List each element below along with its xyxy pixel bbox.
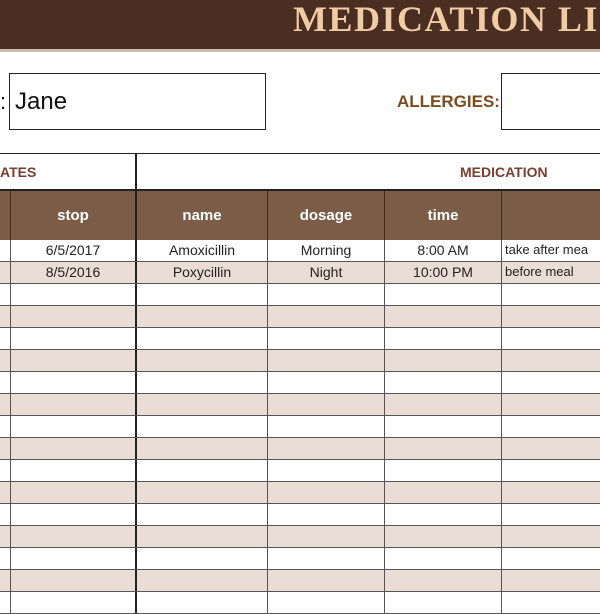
table-row: [0, 240, 600, 262]
cell-notes[interactable]: [502, 460, 600, 481]
cell-dosage[interactable]: [268, 328, 385, 349]
page-title: MEDICATION LI: [293, 0, 599, 39]
table-row: [0, 284, 600, 306]
cell-start[interactable]: [0, 482, 11, 503]
cell-dosage[interactable]: [268, 592, 385, 613]
name-label-colon: :: [0, 89, 7, 114]
cell-notes[interactable]: [502, 350, 600, 371]
column-header-time: time: [385, 191, 502, 240]
cell-name[interactable]: [137, 306, 268, 327]
section-dates-label: ATES: [0, 164, 37, 180]
table-row: [0, 592, 600, 614]
cell-dosage[interactable]: [268, 372, 385, 393]
cell-stop[interactable]: [11, 548, 137, 569]
cell-stop[interactable]: [11, 372, 137, 393]
cell-start[interactable]: [0, 570, 11, 591]
cell-dosage[interactable]: [268, 438, 385, 459]
cell-name[interactable]: Amoxicillin: [137, 240, 268, 261]
table-header-row: [0, 189, 600, 240]
cell-time[interactable]: [385, 372, 502, 393]
title-bar: [0, 0, 600, 52]
cell-time[interactable]: [385, 284, 502, 305]
section-divider: [135, 154, 137, 190]
cell-notes[interactable]: [502, 284, 600, 305]
cell-dosage[interactable]: [268, 548, 385, 569]
cell-start[interactable]: [0, 350, 11, 371]
allergies-label: ALLERGIES:: [397, 92, 500, 111]
cell-start[interactable]: [0, 262, 11, 283]
column-header-start: [0, 191, 11, 240]
cell-dosage[interactable]: [268, 460, 385, 481]
cell-time[interactable]: [385, 306, 502, 327]
cell-time[interactable]: [385, 570, 502, 591]
cell-name[interactable]: [137, 482, 268, 503]
cell-time[interactable]: [385, 504, 502, 525]
cell-name[interactable]: [137, 416, 268, 437]
cell-stop[interactable]: [11, 350, 137, 371]
cell-dosage[interactable]: Night: [268, 262, 385, 283]
cell-dosage[interactable]: [268, 526, 385, 547]
cell-time[interactable]: [385, 416, 502, 437]
table-row: [0, 262, 600, 284]
cell-dosage[interactable]: [268, 570, 385, 591]
table-row: [0, 526, 600, 548]
cell-time[interactable]: [385, 548, 502, 569]
cell-dosage[interactable]: [268, 306, 385, 327]
cell-name[interactable]: [137, 438, 268, 459]
section-medication-label: MEDICATION: [460, 164, 548, 180]
cell-stop[interactable]: [11, 306, 137, 327]
cell-stop[interactable]: [11, 394, 137, 415]
cell-stop[interactable]: [11, 460, 137, 481]
cell-stop[interactable]: 8/5/2016: [11, 262, 137, 283]
cell-start[interactable]: [0, 460, 11, 481]
cell-time[interactable]: [385, 350, 502, 371]
cell-time[interactable]: 10:00 PM: [385, 262, 502, 283]
cell-dosage[interactable]: [268, 416, 385, 437]
table-row: [0, 350, 600, 372]
cell-name[interactable]: [137, 350, 268, 371]
cell-name[interactable]: Poxycillin: [137, 262, 268, 283]
cell-notes[interactable]: [502, 526, 600, 547]
cell-stop[interactable]: [11, 438, 137, 459]
cell-start[interactable]: [0, 306, 11, 327]
cell-notes[interactable]: [502, 570, 600, 591]
cell-time[interactable]: [385, 592, 502, 613]
cell-name[interactable]: [137, 328, 268, 349]
cell-name[interactable]: [137, 548, 268, 569]
cell-name[interactable]: [137, 570, 268, 591]
cell-notes[interactable]: [502, 416, 600, 437]
cell-start[interactable]: [0, 526, 11, 547]
cell-notes[interactable]: [502, 372, 600, 393]
cell-dosage[interactable]: [268, 284, 385, 305]
cell-start[interactable]: [0, 284, 11, 305]
cell-start[interactable]: [0, 548, 11, 569]
table-row: [0, 570, 600, 592]
cell-time[interactable]: [385, 328, 502, 349]
cell-dosage[interactable]: [268, 394, 385, 415]
cell-start[interactable]: [0, 592, 11, 613]
cell-stop[interactable]: 6/5/2017: [11, 240, 137, 261]
cell-name[interactable]: [137, 372, 268, 393]
cell-notes[interactable]: [502, 306, 600, 327]
cell-time[interactable]: [385, 482, 502, 503]
cell-notes[interactable]: [502, 328, 600, 349]
table-row: [0, 306, 600, 328]
cell-dosage[interactable]: [268, 350, 385, 371]
column-header-notes: [502, 191, 600, 240]
cell-stop[interactable]: [11, 526, 137, 547]
column-header-dosage: dosage: [268, 191, 385, 240]
cell-name[interactable]: [137, 394, 268, 415]
cell-start[interactable]: [0, 372, 11, 393]
cell-stop[interactable]: [11, 592, 137, 613]
cell-stop[interactable]: [11, 284, 137, 305]
cell-name[interactable]: [137, 592, 268, 613]
section-header-row: [0, 153, 600, 189]
table-row: [0, 438, 600, 460]
table-row: [0, 460, 600, 482]
cell-start[interactable]: [0, 504, 11, 525]
column-header-stop: stop: [11, 191, 137, 240]
cell-notes[interactable]: [502, 548, 600, 569]
cell-time[interactable]: 8:00 AM: [385, 240, 502, 261]
cell-time[interactable]: [385, 394, 502, 415]
column-header-name: name: [137, 191, 268, 240]
cell-notes[interactable]: [502, 482, 600, 503]
cell-start[interactable]: [0, 240, 11, 261]
cell-stop[interactable]: [11, 416, 137, 437]
name-field[interactable]: Jane: [9, 73, 266, 130]
table-row: [0, 394, 600, 416]
cell-notes[interactable]: before meal: [505, 264, 574, 279]
cell-stop[interactable]: [11, 482, 137, 503]
cell-start[interactable]: [0, 394, 11, 415]
cell-start[interactable]: [0, 438, 11, 459]
cell-name[interactable]: [137, 504, 268, 525]
table-row: [0, 482, 600, 504]
cell-start[interactable]: [0, 416, 11, 437]
cell-notes[interactable]: [502, 504, 600, 525]
cell-notes[interactable]: [502, 438, 600, 459]
cell-notes[interactable]: [502, 592, 600, 613]
cell-stop[interactable]: [11, 570, 137, 591]
cell-time[interactable]: [385, 460, 502, 481]
cell-notes[interactable]: [502, 394, 600, 415]
cell-time[interactable]: [385, 526, 502, 547]
table-row: [0, 548, 600, 570]
cell-notes[interactable]: take after mea: [505, 242, 589, 257]
cell-name[interactable]: [137, 284, 268, 305]
cell-time[interactable]: [385, 438, 502, 459]
table-row: [0, 504, 600, 526]
cell-dosage[interactable]: [268, 482, 385, 503]
cell-stop[interactable]: [11, 504, 137, 525]
table-row: [0, 328, 600, 350]
table-row: [0, 416, 600, 438]
cell-name[interactable]: [137, 526, 268, 547]
allergies-field[interactable]: [501, 73, 600, 130]
cell-dosage[interactable]: [268, 504, 385, 525]
cell-stop[interactable]: [11, 328, 137, 349]
cell-name[interactable]: [137, 460, 268, 481]
table-row: [0, 372, 600, 394]
cell-start[interactable]: [0, 328, 11, 349]
cell-dosage[interactable]: Morning: [268, 240, 385, 261]
